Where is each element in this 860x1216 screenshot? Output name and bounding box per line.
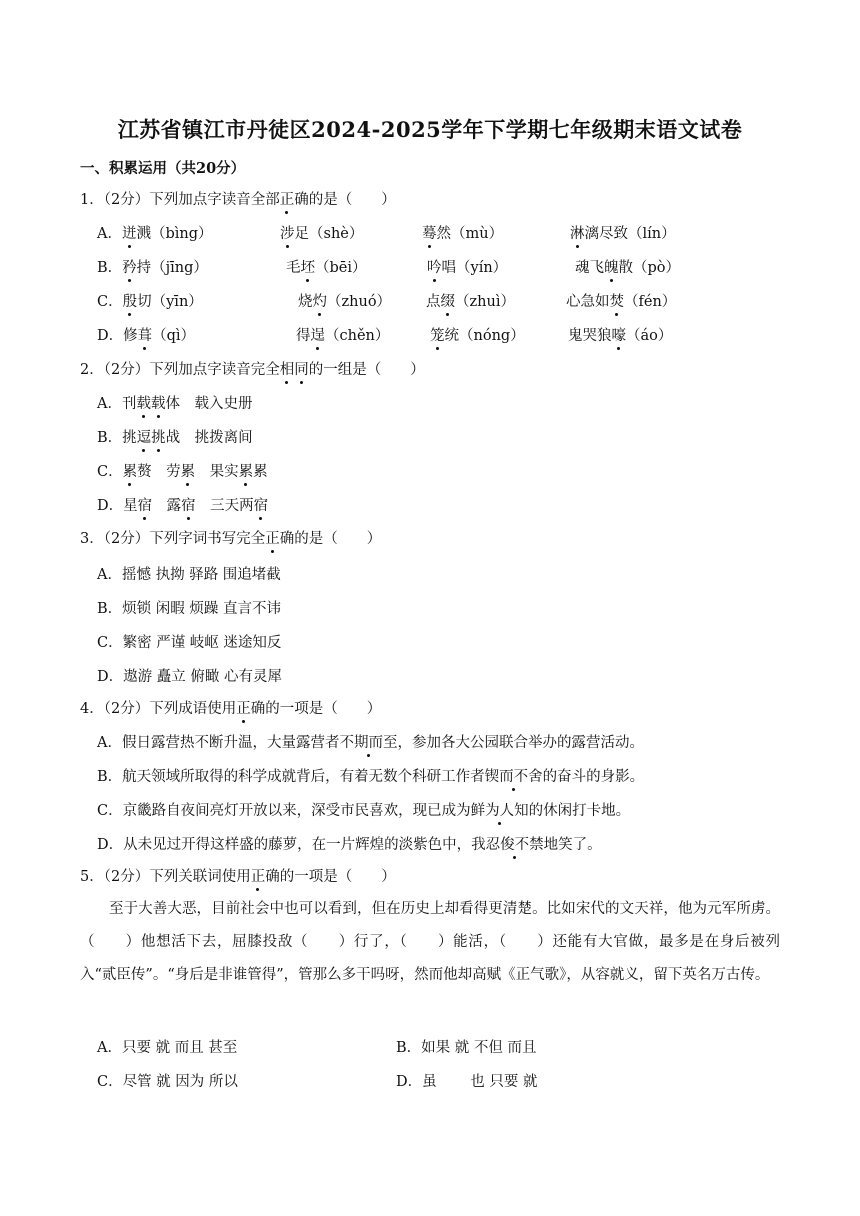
q3-option-c: C．繁密 严谨 岐岖 迷途知反 (97, 635, 282, 651)
q1-option-d-item-4: 鬼哭狼嚎（áo） (568, 328, 673, 344)
q5-option-c: C．尽管 就 因为 所以 (97, 1074, 238, 1090)
q5-option-d: D．虽 也 只要 就 (396, 1074, 538, 1090)
q1-option-c-item-2: 烧灼（zhuó） (298, 294, 392, 310)
q2-option-c: C．累赘 劳累 果实累累 (97, 464, 268, 480)
section-heading: 一、积累运用（共20分） (80, 160, 246, 177)
q1-option-c-item-1: C．殷切（yīn） (97, 294, 203, 310)
q4-option-a: A．假日露营热不断升温，大量露营者不期而至，参加各大公园联合举办的露营活动。 (97, 735, 644, 751)
q2-option-d: D．星宿 露宿 三天两宿 (97, 498, 269, 514)
q4-option-d: D．从未见过开得这样盛的藤萝，在一片辉煌的淡紫色中，我忍俊不禁地笑了。 (97, 837, 602, 853)
q3-option-b: B．烦锁 闲暇 烦躁 直言不讳 (97, 601, 281, 617)
q1-option-d-item-3: 笼统（nóng） (430, 328, 525, 344)
question-1-stem: 1．（2分）下列加点字读音全部正确的是（ ） (80, 192, 396, 208)
q1-option-c-item-3: 点缀（zhuì） (426, 294, 515, 310)
q5-passage: 至于大善大恶，目前社会中也可以看到，但在历史上却看得更清楚。比如宋代的文天祥，他为元军所虏。（ ）他想活下去，屈膝投敌（ ）行了，（ ）能活，（ ）还能有大官做，最多是在身后被列入“贰臣传”。“身后是非谁管得”，管那么多干吗呀，然而他却高赋《正气歌》，从容就义，留下英名万古传。 (80, 901, 780, 983)
q5-option-b: B．如果 就 不但 而且 (396, 1040, 537, 1056)
q1-option-a-item-1: A．迸溅（bìng） (97, 226, 213, 242)
q1-option-c-item-4: 心急如焚（fén） (566, 294, 677, 310)
q1-option-b-item-4: 魂飞魄散（pò） (575, 260, 681, 276)
question-2-stem: 2．（2分）下列加点字读音完全相同的一组是（ ） (80, 362, 425, 378)
question-3-stem: 3．（2分）下列字词书写完全正确的是（ ） (80, 531, 382, 547)
q1-option-b-item-1: B．矜持（jīng） (97, 260, 208, 276)
q2-option-b: B．挑逗挑战 挑拨离间 (97, 430, 253, 446)
q1-option-a-item-2: 涉足（shè） (280, 226, 364, 242)
q4-option-b: B．航天领域所取得的科学成就背后，有着无数个科研工作者锲而不舍的奋斗的身影。 (97, 769, 645, 785)
q5-option-a: A．只要 就 而且 甚至 (97, 1040, 238, 1056)
q1-option-b-item-2: 毛坯（bēi） (286, 260, 367, 276)
exam-title: 江苏省镇江市丹徒区2024-2025学年下学期七年级期末语文试卷 (117, 117, 743, 142)
question-4-stem: 4．（2分）下列成语使用正确的一项是（ ） (80, 701, 382, 717)
question-5-stem: 5．（2分）下列关联词使用正确的一项是（ ） (80, 869, 396, 885)
q1-option-a-item-4: 淋漓尽致（lín） (570, 226, 676, 242)
q1-option-d-item-1: D．修葺（qì） (97, 328, 196, 344)
q3-option-a: A．摇憾 执拗 驿路 围追堵截 (97, 567, 281, 583)
q3-option-d: D．遨游 矗立 俯瞰 心有灵犀 (97, 669, 282, 685)
q2-option-a: A．刊载载体 载入史册 (97, 396, 253, 412)
q4-option-c: C．京畿路自夜间亮灯开放以来，深受市民喜欢，现已成为鲜为人知的休闲打卡地。 (97, 803, 631, 819)
q1-option-a-item-3: 蓦然（mù） (422, 226, 504, 242)
q1-option-d-item-2: 得逞（chěn） (296, 328, 390, 344)
q1-option-b-item-3: 吟唱（yín） (427, 260, 508, 276)
